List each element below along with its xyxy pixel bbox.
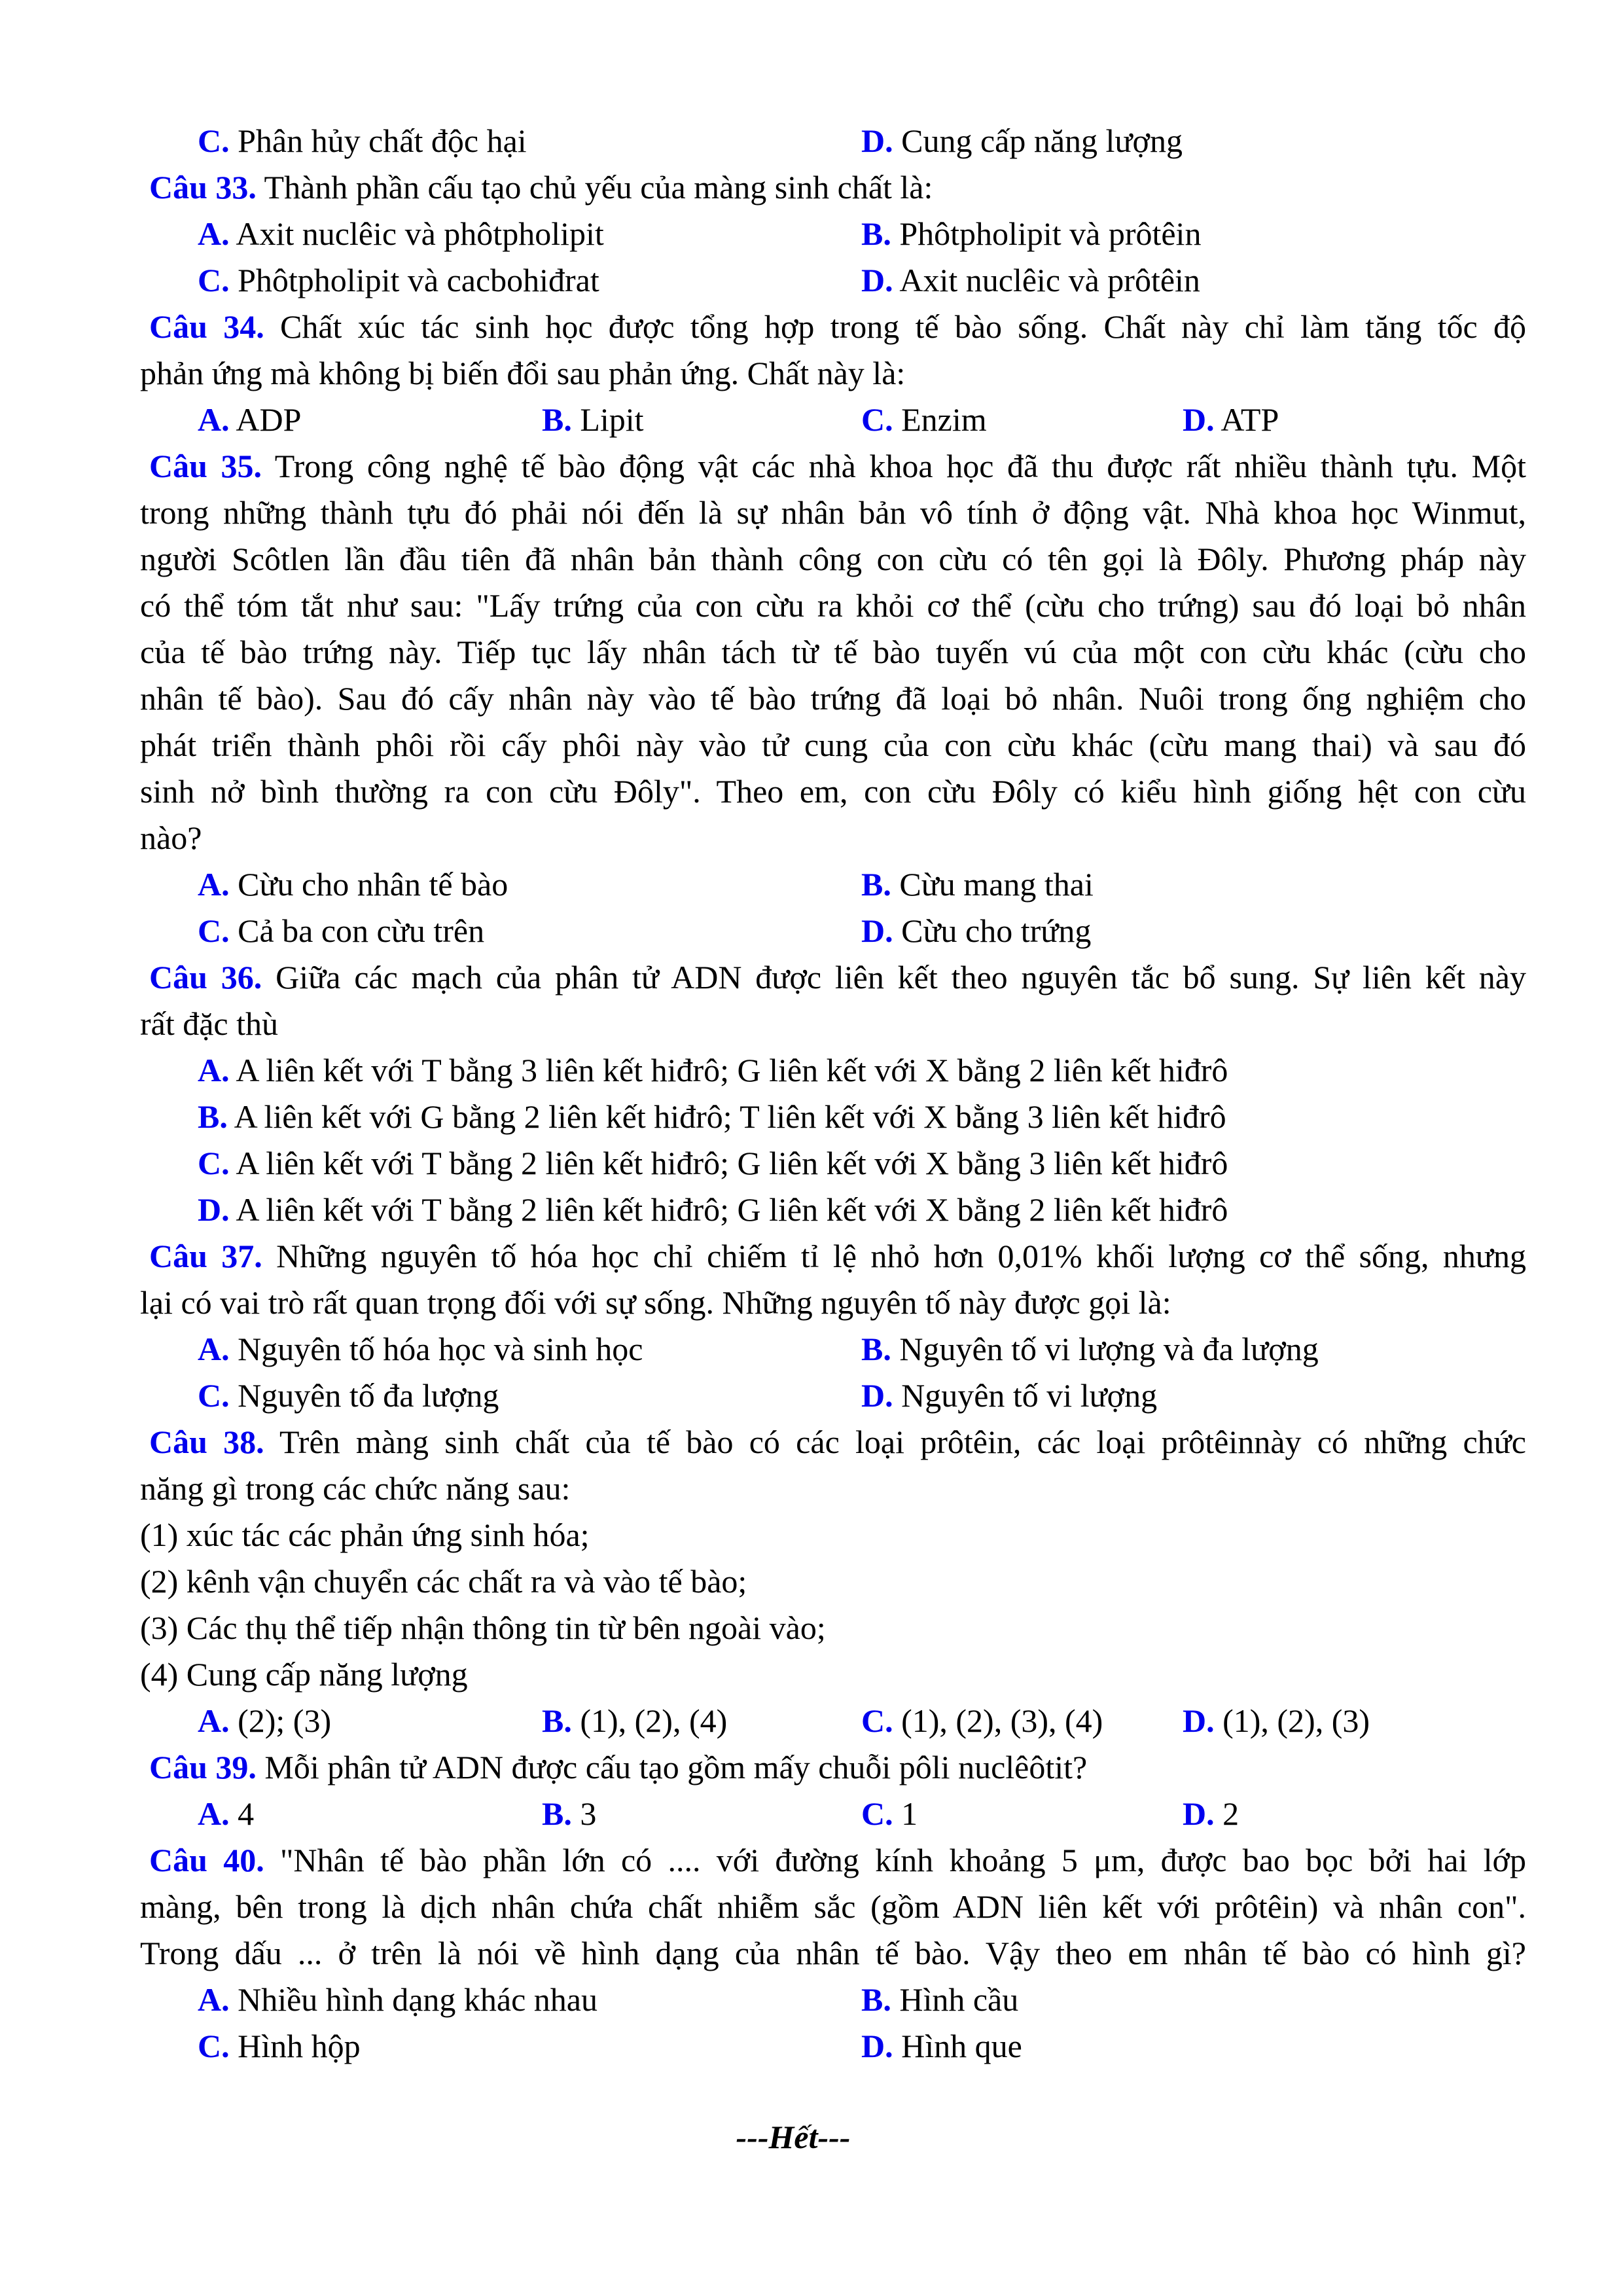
q39-stem: Câu 39. Mỗi phân tử ADN được cấu tạo gồm mấy chuỗi pôli nuclêôtit? [149,1749,1088,1785]
q35-options-row-2 [0,908,1623,954]
q37-options-row-1 [0,1326,1623,1372]
q34-option-d: D. ATP [1183,401,1279,438]
q37-option-a: A. Nguyên tố hóa học và sinh học [198,1331,643,1367]
q36-stem-line-2: rất đặc thù [140,1005,279,1042]
q38-options-row [0,1698,1623,1744]
q36-option-d: D. A liên kết với T bằng 2 liên kết hiđrô; G liên kết với X bằng 2 liên kết hiđrô [198,1191,1228,1228]
q36-number: Câu 36. [149,959,262,996]
q34-stem-line-2: phản ứng mà không bị biến đổi sau phản ứng. Chất này là: [140,355,906,391]
q32-option-c: C. Phân hủy chất độc hại [198,122,527,159]
q39-option-c: C. 1 [861,1795,918,1832]
q35-stem-line-9: nào? [140,819,202,856]
q35-option-d: D. Cừu cho trứng [861,912,1092,949]
q33-option-a: A. Axit nuclêic và phôtpholipit [198,215,604,252]
q37-options-row-2 [0,1372,1623,1418]
q33-option-d: D. Axit nuclêic và prôtêin [861,262,1200,298]
q39-option-d: D. 2 [1183,1795,1240,1832]
q35-stem-line-6: nhân tế bào). Sau đó cấy nhân này vào tế bào trứng đã loại bỏ nhân. Nuôi trong ống nghiệm cho [140,680,1526,717]
q35-option-c: C. Cả ba con cừu trên [198,912,485,949]
q33-text: Thành phần cấu tạo chủ yếu của màng sinh chất là: [264,169,933,206]
q33-number: Câu 33. [149,169,257,206]
q33-option-b: B. Phôtpholipit và prôtêin [861,215,1202,252]
q38-item-3: (3) Các thụ thể tiếp nhận thông tin từ bên ngoài vào; [140,1609,826,1646]
q35-stem-line-2: trong những thành tựu đó phải nói đến là sự nhân bản vô tính ở động vật. Nhà khoa học Winmut, [140,494,1526,531]
q37-stem-line-2: lại có vai trò rất quan trọng đối với sự sống. Những nguyên tố này được gọi là: [140,1284,1171,1321]
q38-item-2: (2) kênh vận chuyển các chất ra và vào tế bào; [140,1563,747,1600]
q40-stem-line-3: Trong dấu ... ở trên là nói về hình dạng của nhân tế bào. Vậy theo em nhân tế bào có hình gì? [140,1935,1526,1971]
q37-option-d: D. Nguyên tố vi lượng [861,1377,1158,1414]
q37-option-b: B. Nguyên tố vi lượng và đa lượng [861,1331,1319,1367]
q38-item-4: (4) Cung cấp năng lượng [140,1656,468,1693]
q40-options-row-2 [0,2023,1623,2069]
q32-option-d: D. Cung cấp năng lượng [861,122,1183,159]
q40-option-c: C. Hình hộp [198,2028,361,2064]
q37-stem-line-1: Câu 37. Những nguyên tố hóa học chỉ chiếm tỉ lệ nhỏ hơn 0,01% khối lượng cơ thể sống, nhưng [149,1238,1527,1274]
q38-number: Câu 38. [149,1424,264,1460]
end-marker: ---Hết--- [736,2119,851,2155]
q34-option-a: A. ADP [198,401,302,438]
q36-option-a: A. A liên kết với T bằng 3 liên kết hiđrô; G liên kết với X bằng 2 liên kết hiđrô [198,1052,1228,1088]
q35-option-b: B. Cừu mang thai [861,866,1094,903]
q39-option-a: A. 4 [198,1795,255,1832]
q34-options-row [0,397,1623,442]
q33-options-row-1 [0,211,1623,257]
q38-option-b: B. (1), (2), (4) [542,1702,728,1739]
q38-option-d: D. (1), (2), (3) [1183,1702,1370,1739]
q35-number: Câu 35. [149,448,262,484]
q33-option-c: C. Phôtpholipit và cacbohiđrat [198,262,599,298]
q38-stem-line-2: năng gì trong các chức năng sau: [140,1470,571,1507]
q34-option-c: C. Enzim [861,401,987,438]
q37-number: Câu 37. [149,1238,262,1274]
q39-options-row [0,1791,1623,1837]
q38-option-c: C. (1), (2), (3), (4) [861,1702,1103,1739]
q36-stem-line-1: Câu 36. Giữa các mạch của phân tử ADN được liên kết theo nguyên tắc bổ sung. Sự liên kết này [149,959,1526,996]
q35-stem-line-4: có thể tóm tắt như sau: "Lấy trứng của con cừu ra khỏi cơ thể (cừu cho trứng) sau đó loại bỏ nhân [140,587,1526,624]
q34-option-b: B. Lipit [542,401,644,438]
q33-options-row-2 [0,257,1623,303]
q39-option-b: B. 3 [542,1795,597,1832]
q37-option-c: C. Nguyên tố đa lượng [198,1377,499,1414]
q36-option-b: B. A liên kết với G bằng 2 liên kết hiđrô; T liên kết với X bằng 3 liên kết hiđrô [198,1098,1226,1135]
q34-stem-line-1: Câu 34. Chất xúc tác sinh học được tổng hợp trong tế bào sống. Chất này chỉ làm tăng tốc độ [149,308,1527,345]
q35-stem-line-5: của tế bào trứng này. Tiếp tục lấy nhân tách từ tế bào tuyến vú của một con cừu khác (cừu cho [140,634,1526,670]
q35-stem-line-8: sinh nở bình thường ra con cừu Đôly". Theo em, con cừu Đôly có kiểu hình giống hệt con cừu [140,773,1526,810]
q40-number: Câu 40. [149,1842,264,1878]
q36-option-c: C. A liên kết với T bằng 2 liên kết hiđrô; G liên kết với X bằng 3 liên kết hiđrô [198,1145,1228,1181]
q40-stem-line-2: màng, bên trong là dịch nhân chứa chất nhiễm sắc (gồm ADN liên kết với prôtêin) và nhân con". [140,1888,1526,1925]
q35-stem-line-1: Câu 35. Trong công nghệ tế bào động vật các nhà khoa học đã thu được rất nhiều thành tựu. Một [149,448,1526,484]
q35-stem-line-3: người Scôtlen lần đầu tiên đã nhân bản thành công con cừu có tên gọi là Đôly. Phương pháp này [140,541,1526,577]
q40-option-d: D. Hình que [861,2028,1022,2064]
q35-stem-line-7: phát triển thành phôi rồi cấy phôi này vào tử cung của con cừu khác (cừu mang thai) và sau đó [140,726,1526,763]
q35-options-row-1 [0,861,1623,907]
q38-option-a: A. (2); (3) [198,1702,332,1739]
q38-item-1: (1) xúc tác các phản ứng sinh hóa; [140,1516,590,1553]
q34-number: Câu 34. [149,308,264,345]
q32-options-row-2 [0,118,1623,164]
q40-option-b: B. Hình cầu [861,1981,1019,2018]
q33-stem [0,164,1623,210]
q39-number: Câu 39. [149,1749,257,1785]
q40-option-a: A. Nhiều hình dạng khác nhau [198,1981,597,2018]
q38-stem-line-1: Câu 38. Trên màng sinh chất của tế bào có các loại prôtêin, các loại prôtêinnày có những chức [149,1424,1526,1460]
q40-options-row-1 [0,1977,1623,2022]
q35-option-a: A. Cừu cho nhân tế bào [198,866,508,903]
q40-stem-line-1: Câu 40. "Nhân tế bào phần lớn có .... với đường kính khoảng 5 μm, được bao bọc bởi hai lớp [149,1842,1526,1878]
